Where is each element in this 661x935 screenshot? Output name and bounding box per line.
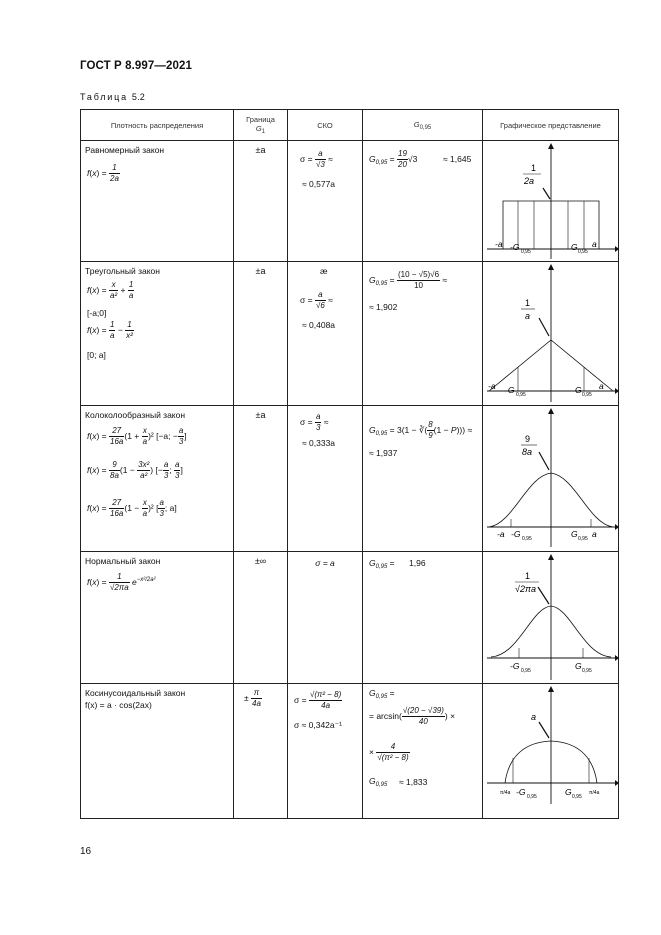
col-g095-header [363,110,483,141]
g095-header-sub: 0,95 [419,124,432,131]
sko-formula: σ = $\frac{\text{√(π² − 8)}}{4a}$ [294,690,342,710]
peak-label-num: 1 [525,571,531,581]
bound-header-line2: G [255,124,262,133]
y-axis-arrow [548,686,554,692]
table-header-row [81,110,619,141]
label-g: G [575,661,582,671]
interval-left: [-a;0] [87,308,107,318]
sko-formula: σ = $\frac{a}{3}$ ≈ [300,412,329,432]
sko-value: ≈ 0,408a [302,320,336,330]
density-formula: f(x) = $\frac{1}{2a}$ [87,163,119,183]
sko-formula: σ = $\frac{a}{√6}$ ≈ [300,290,333,310]
g095-formula-body: = arcsin( $\frac{√(20 - √39)}{40}$ ) × [369,706,456,726]
sko-formula: σ = $\frac{a}{√3}$ ≈ [300,149,333,169]
bound-header-sub: 1 [261,129,266,135]
label-g: G [571,242,578,252]
label-bound: π/4a [589,790,600,796]
label-minus-bound: π/4a [500,790,511,796]
g095-value: ≈ 1,937 [369,448,398,458]
bound-value: ±a [255,410,266,420]
sko-value: σ = a [315,558,335,568]
y-axis-arrow [548,264,554,270]
distribution-table [80,109,619,819]
col-density-header: Плотность распределения [81,110,234,141]
density-formula-left: f(x) = $\frac{x}{\text{a²}}$ + $\frac{1}{a}$ [87,280,134,300]
y-axis-arrow [548,554,554,560]
table-caption [80,92,145,102]
x-axis-arrow [615,524,619,530]
peak-pointer [539,722,549,738]
sko-note: æ [320,266,328,276]
triangular-graph [483,262,619,405]
density-formula-right: f(x) = $\frac{1}{a}$ − $\frac{1}{\text{x²}}$ [87,320,133,340]
bound-header-line1: Граница [246,115,275,124]
table-caption-label: Таблица [80,92,128,102]
density-formula-2: f(x) = $\frac{9}{8a}$ (1 − $\frac{\text{3x²}}{\text{a²}}$ ) [− $\frac{a}{3}$ ; $\frac{a}{3}$ ] [87,460,183,480]
document-header: ГОСТ Р 8.997—2021 [80,60,192,72]
g095-formula: $G_{0,95}$ = [369,558,395,570]
label-a: a [592,529,597,539]
peak-label-den: a [525,311,531,321]
density-formula: f(x) = a · cos(2ax) [85,700,152,710]
label-a: a [592,239,597,249]
law-name: Треугольный закон [85,266,160,276]
peak-label-num: 9 [525,434,531,444]
peak-label-num: 1 [531,163,537,173]
label-g-sub: 0,95 [578,249,588,255]
interval-right: [0; a] [87,350,106,360]
label-g: G [575,385,582,395]
peak-pointer [539,452,549,470]
label-minus-g: -G [505,385,515,395]
label-g-sub: 0,95 [582,392,592,398]
bound-value: ± $\frac{\pi}{4a}$ [244,688,261,708]
bell-graph [483,406,619,551]
peak-label-den: √2πa [515,584,536,594]
label-minus-g: -G [516,787,526,797]
g095-formula-result-label: $G_{0,95}$ [369,776,388,788]
uniform-graph [483,141,619,261]
table-row [81,684,619,819]
label-g-sub: 0,95 [572,794,582,800]
label-minus-a: -a [497,529,505,539]
table-row [81,406,619,552]
label-minus-g-sub: 0,95 [527,794,537,800]
g095-value: ≈ 1,833 [399,777,428,787]
label-g: G [571,529,578,539]
peak-label-den: 8a [522,447,533,457]
peak-pointer [538,587,549,604]
x-axis-arrow [615,655,619,661]
g095-value: ≈ 1,902 [369,302,398,312]
table-row [81,552,619,684]
x-axis-arrow [615,780,619,786]
x-axis-arrow [615,388,619,394]
bound-value: ±a [255,266,266,276]
col-bound-header [234,110,288,141]
table-row [81,262,619,406]
label-minus-g-sub: 0,95 [521,668,531,674]
peak-label: a [531,712,537,722]
g095-formula: $G_{0,95}$ = $\frac{(10 - √5)√6}{10}$ ≈ [369,270,448,290]
density-formula-1: f(x) = $\frac{27}{16a}$ (1 + $\frac{x}{a}$ )² [−a; − $\frac{a}{3}$ ] [87,426,187,446]
y-axis-arrow [548,408,554,414]
label-minus-g: -G [510,242,520,252]
g095-formula: $G_{0,95}$ = $\frac{19}{20}$ √3 [369,149,418,169]
g095-arcsin: arcsin [376,710,400,721]
label-g: G [565,787,572,797]
cosine-graph [483,684,619,818]
label-minus-g-sub: 0,95 [522,536,532,542]
label-minus-g-sub: 0,95 [516,392,526,398]
g095-header-letter: G [413,119,420,129]
bound-value: ±∞ [254,556,267,566]
label-g-sub: 0,95 [578,536,588,542]
y-axis-arrow [548,143,554,149]
sko-value: σ ≈ 0,342a⁻¹ [294,720,342,730]
label-a: a [599,381,604,391]
normal-graph [483,552,619,683]
g095-formula: $G_{0,95} = 3(1$ − ∛( $\frac{8}{9}$ (1 − P))) ≈ [369,420,473,440]
peak-pointer [543,188,550,199]
peak-label-den: 2a [524,176,535,186]
peak-pointer [539,318,549,336]
g095-numerator: (10 − √5)√6 [398,270,440,279]
label-minus-a: -a [488,381,496,391]
label-minus-g-sub: 0,95 [521,249,531,255]
law-name: Равномерный закон [85,145,165,155]
peak-label-num: 1 [525,298,531,308]
g095-value: 1,96 [409,558,426,568]
law-name: Колоколообразный закон [85,410,186,420]
col-sko-header: СКО [288,110,363,141]
label-g-sub: 0,95 [582,668,592,674]
law-name: Косинусоидальный закон [85,688,186,698]
page-number: 16 [80,846,92,857]
density-formula-3: f(x) = $\frac{27}{16a}$ (1 − $\frac{x}{a}$ )² [ $\frac{a}{3}$ ; a] [87,498,177,518]
table-caption-number: 5.2 [131,92,146,102]
x-axis-arrow [615,246,619,252]
label-minus-g: -G [510,661,520,671]
law-name: Нормальный закон [85,556,161,566]
g095-formula-tail: × $\frac{4}{\text{√(π² − 8)}}$ [369,742,409,762]
g095-formula-head: $G_{0,95}$ = [369,688,395,700]
table-row [81,141,619,262]
sko-value: ≈ 0,333a [302,438,336,448]
g095-denominator: 10 [414,281,423,290]
label-minus-g: -G [511,529,521,539]
density-formula: f(x) = $\frac{1}{√2\pi a}$ $e^{-x^2/2a^2}$ [87,572,156,592]
label-minus-a: -a [495,239,503,249]
col-graph-header: Графическое представление [483,110,619,141]
g095-value: ≈ 1,645 [443,154,472,164]
sko-value: ≈ 0,577a [302,179,336,189]
bound-value: ±a [255,145,266,155]
